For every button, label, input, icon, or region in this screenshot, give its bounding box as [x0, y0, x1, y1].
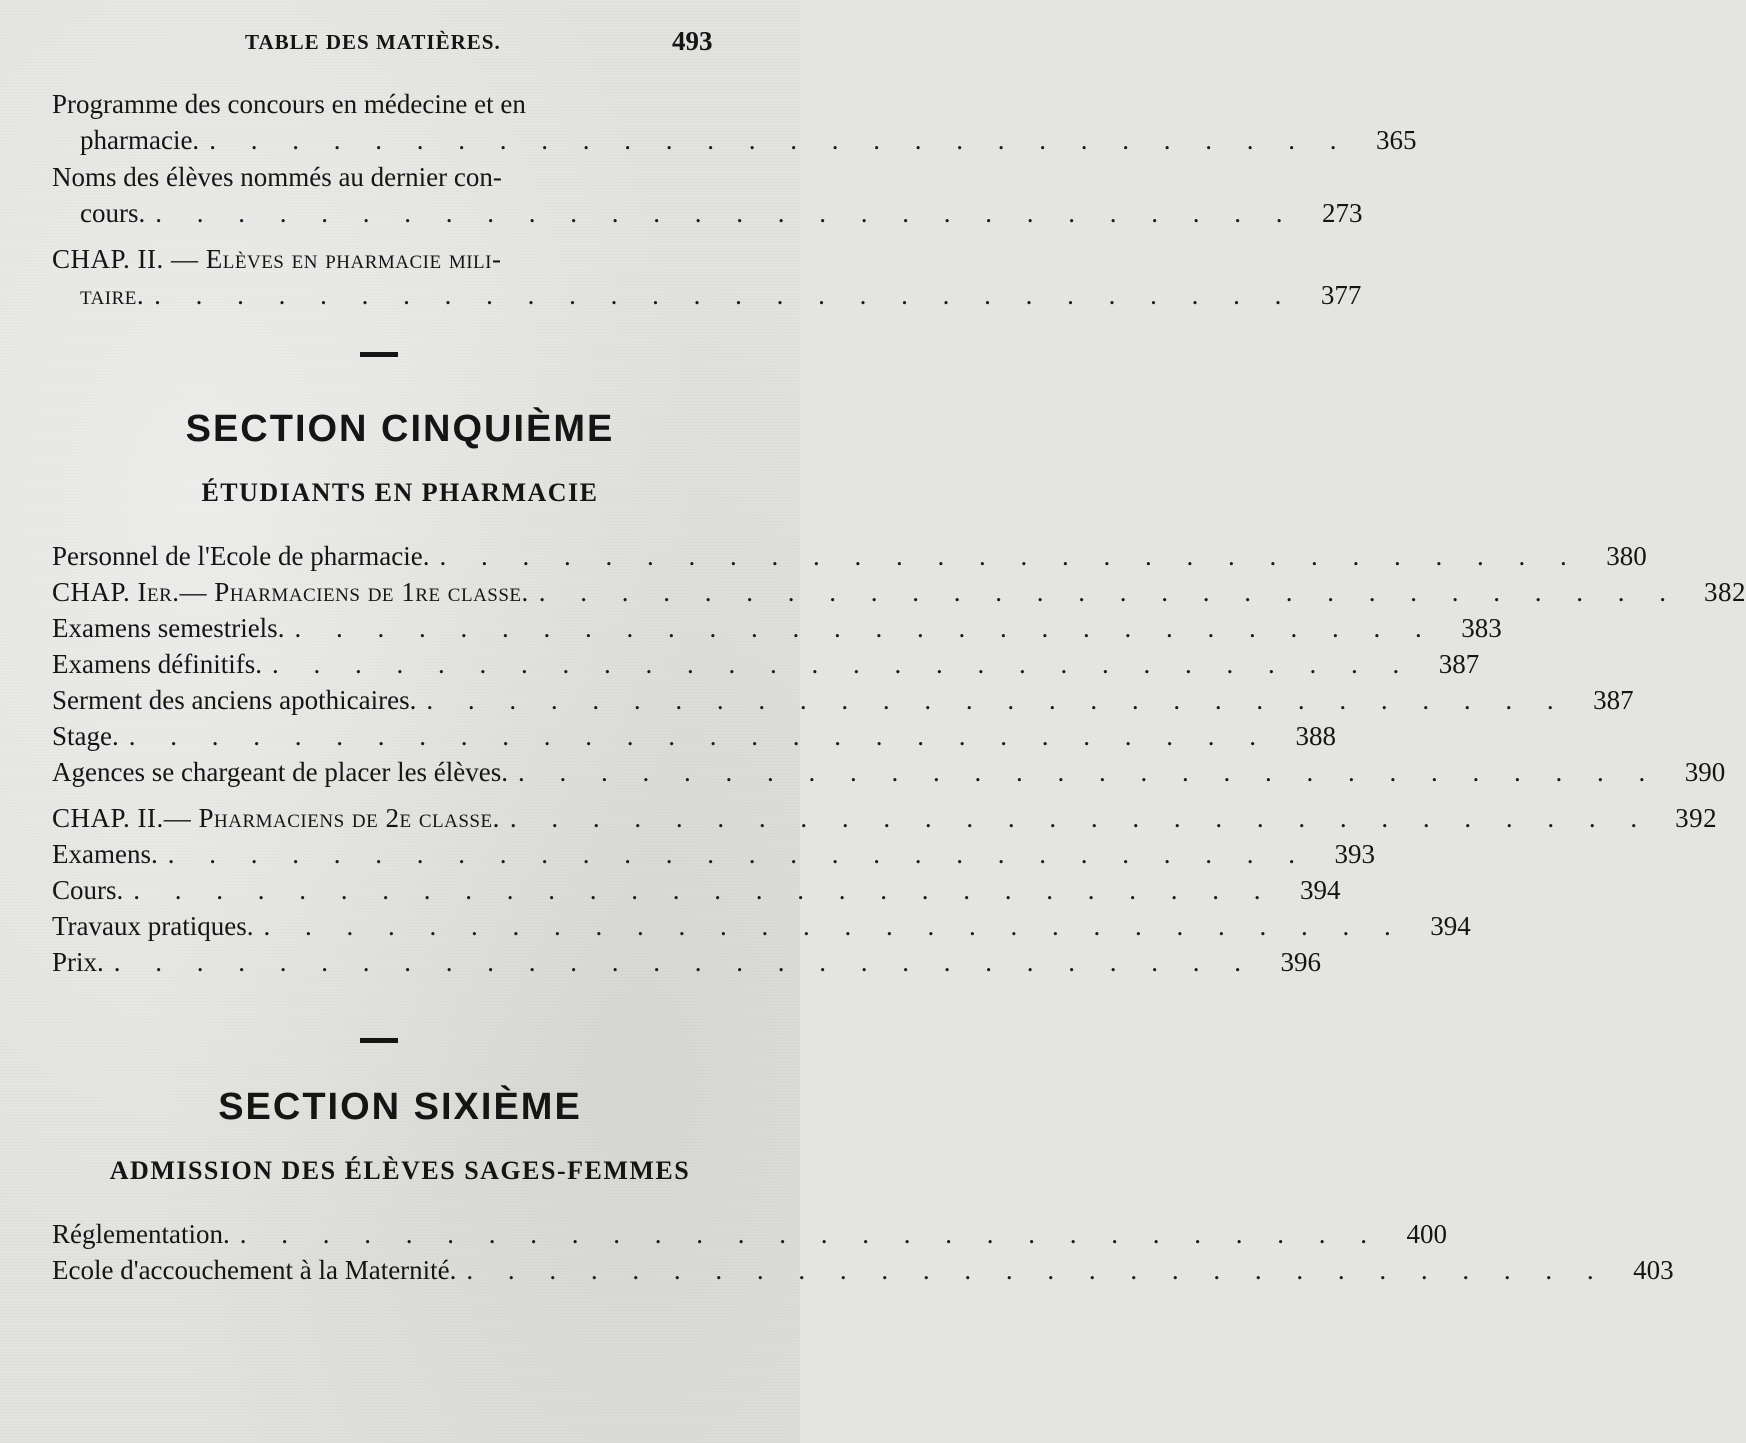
toc-entry-noms-eleves — [52, 159, 1363, 231]
entry-page-number: 390 — [1684, 757, 1726, 787]
section-divider-rule — [360, 1038, 398, 1043]
leader-dots: . . . . . . . . . . . . . . . . . . . . . . . . . . . . — [154, 280, 1296, 310]
entry-label: CHAP. Ier.— Pharmaciens de 1re classe. — [52, 577, 529, 607]
page-number: 493 — [672, 26, 713, 56]
entry-label: Personnel de l'Ecole de pharmacie. — [52, 541, 430, 571]
leader-dots: . . . . . . . . . . . . . . . . . . . . . . . . . . . . — [239, 1219, 1381, 1249]
leader-dots: . . . . . . . . . . . . . . . . . . . . . . . . . . . . — [271, 649, 1414, 679]
toc-entry — [52, 682, 1634, 718]
toc-entry — [52, 944, 1322, 980]
page-header — [0, 26, 800, 60]
leader-dots: . . . . . . . . . . . . . . . . . . . . . . . . . . . . — [439, 541, 1581, 571]
entry-page-number: 377 — [1320, 280, 1362, 310]
toc-list-section6 — [52, 1216, 1674, 1288]
leader-dots: . . . . . . . . . . . . . . . . . . . . . . . . . . . . — [426, 685, 1568, 715]
toc-entry — [52, 718, 1336, 754]
entry-page-number: 393 — [1334, 839, 1375, 869]
leader-dots: . . . . . . . . . . . . . . . . . . . . . . . . . . . . — [209, 125, 1351, 155]
leader-dots: . . . . . . . . . . . . . . . . . . . . . . . . . . . . — [538, 577, 1681, 607]
entry-label: Travaux pratiques. — [52, 911, 254, 941]
entry-page-number: 403 — [1633, 1255, 1674, 1285]
entry-page-number: 365 — [1375, 125, 1417, 155]
toc-entry — [52, 574, 1746, 610]
toc-entry — [52, 800, 1718, 836]
section-title-cinquieme: SECTION CINQUIÈME — [185, 408, 615, 450]
leader-dots: . . . . . . . . . . . . . . . . . . . . . . . . . . . . — [294, 613, 1436, 643]
toc-entry — [52, 1252, 1674, 1288]
leader-dots: . . . . . . . . . . . . . . . . . . . . . . . . . . . . — [518, 757, 1660, 787]
entry-line-1: CHAP. II. — Elèves en pharmacie mili- — [52, 244, 502, 274]
entry-page-number: 388 — [1295, 721, 1336, 751]
entry-label: Examens. — [52, 839, 158, 869]
leader-dots: . . . . . . . . . . . . . . . . . . . . . . . . . . . . — [466, 1255, 1608, 1285]
entry-label: cours. — [80, 198, 146, 228]
toc-entry — [52, 646, 1480, 682]
entry-label: Réglementation. — [52, 1219, 230, 1249]
toc-entry-programme-concours — [52, 86, 1417, 158]
entry-page-number: 273 — [1321, 198, 1363, 228]
toc-entry-chap-ii-pharmacie-militaire — [52, 241, 1362, 313]
subsection-title-etudiants-pharmacie: ÉTUDIANTS EN PHARMACIE — [201, 478, 599, 507]
entry-label: Prix. — [52, 947, 104, 977]
entry-label: Agences se chargeant de placer les élèves. — [52, 757, 509, 787]
entry-page-number: 380 — [1606, 541, 1647, 571]
entry-page-number: 387 — [1593, 685, 1634, 715]
toc-entry — [52, 1216, 1447, 1252]
entry-page-number: 400 — [1406, 1219, 1447, 1249]
entry-line-1: Programme des concours en médecine et en — [52, 89, 526, 119]
leader-dots: . . . . . . . . . . . . . . . . . . . . . . . . . . . . — [133, 875, 1275, 905]
running-title: TABLE DES MATIÈRES. — [245, 30, 501, 54]
entry-label: Ecole d'accouchement à la Maternité. — [52, 1255, 457, 1285]
toc-entry — [52, 872, 1341, 908]
entry-page-number: 383 — [1461, 613, 1502, 643]
entry-page-number: 394 — [1430, 911, 1471, 941]
toc-entry — [52, 538, 1647, 574]
entry-label: Cours. — [52, 875, 124, 905]
entry-line-1: Noms des élèves nommés au dernier con- — [52, 162, 502, 192]
entry-label: taire. — [80, 280, 145, 310]
toc-entry — [52, 908, 1471, 944]
entry-page-number: 382 — [1704, 577, 1746, 607]
entry-page-number: 387 — [1438, 649, 1480, 679]
leader-dots: . . . . . . . . . . . . . . . . . . . . . . . . . . . . — [509, 803, 1652, 833]
leader-dots: . . . . . . . . . . . . . . . . . . . . . . . . . . . . — [263, 911, 1405, 941]
entry-line-2 — [52, 195, 1363, 231]
entry-label: Serment des anciens apothicaires. — [52, 685, 417, 715]
entry-label: Stage. — [52, 721, 119, 751]
section-title-sixieme: SECTION SIXIÈME — [218, 1086, 582, 1128]
toc-entry — [52, 754, 1726, 790]
leader-dots: . . . . . . . . . . . . . . . . . . . . . . . . . . . . — [128, 721, 1270, 751]
entry-label: Examens semestriels. — [52, 613, 285, 643]
entry-label: Examens définitifs. — [52, 649, 262, 679]
toc-entry — [52, 610, 1502, 646]
section-divider-rule — [360, 352, 398, 357]
entry-spacer — [52, 790, 720, 800]
entry-label: CHAP. II.— Pharmaciens de 2e classe. — [52, 803, 500, 833]
subsection-title-admission-sages-femmes: ADMISSION DES ÉLÈVES SAGES-FEMMES — [109, 1156, 691, 1185]
leader-dots: . . . . . . . . . . . . . . . . . . . . . . . . . . . . — [155, 198, 1297, 228]
entry-page-number: 392 — [1675, 803, 1718, 833]
toc-list-section5 — [52, 538, 1746, 980]
toc-entry — [52, 836, 1375, 872]
entry-line-2 — [52, 122, 1417, 158]
entry-page-number: 394 — [1300, 875, 1341, 905]
leader-dots: . . . . . . . . . . . . . . . . . . . . . . . . . . . . — [167, 839, 1309, 869]
entry-page-number: 396 — [1280, 947, 1322, 977]
entry-line-2 — [52, 277, 1362, 313]
leader-dots: . . . . . . . . . . . . . . . . . . . . . . . . . . . . — [113, 947, 1256, 977]
entry-label: pharmacie. — [80, 125, 200, 155]
